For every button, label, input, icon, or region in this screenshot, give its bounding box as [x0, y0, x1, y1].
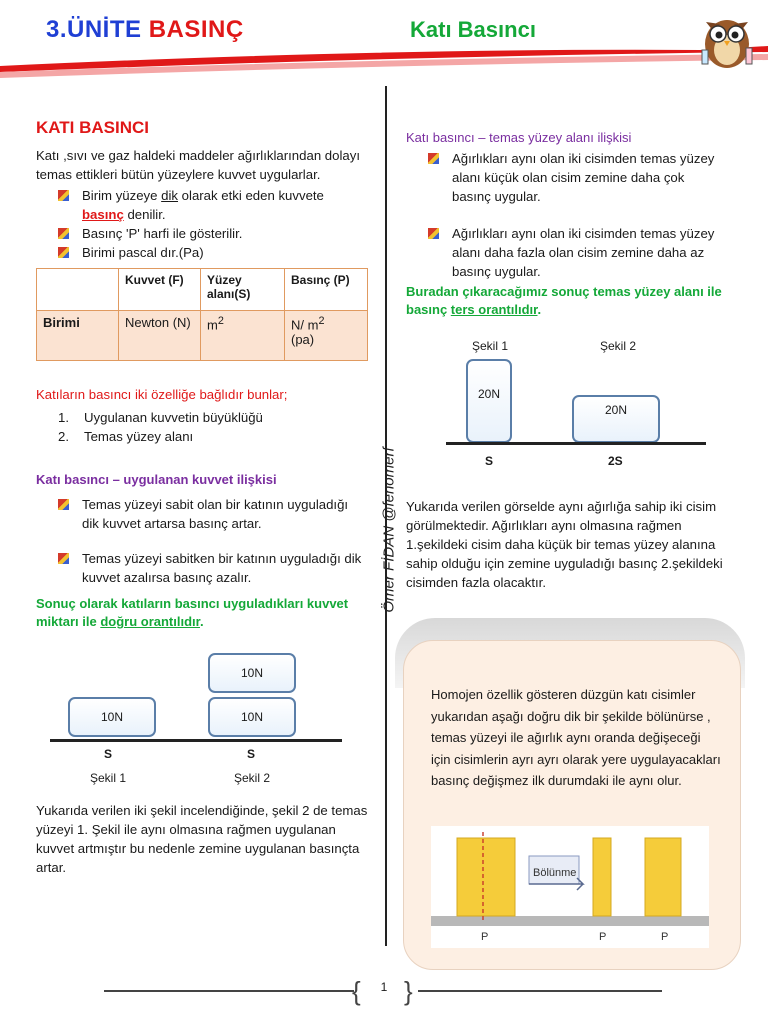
area-label: S	[104, 747, 113, 761]
force-conclusion	[36, 595, 368, 631]
right-column	[406, 130, 726, 592]
block-label: 20N	[477, 387, 500, 401]
block-label: 10N	[240, 666, 263, 680]
table-cell-yuzey	[201, 311, 285, 361]
list-item-text: Uygulanan kuvvetin büyüklüğü	[84, 410, 263, 425]
area-label: S	[485, 454, 494, 468]
block-20n-narrow	[466, 359, 512, 443]
conclusion-emphasis: doğru orantılıdır	[100, 614, 200, 629]
units-table	[36, 268, 368, 361]
area-label: S	[247, 747, 256, 761]
figure-caption: Şekil 2	[234, 771, 271, 785]
def-text-b: olarak etki eden kuvvete	[178, 188, 324, 203]
unit-label: 3.ÜNİTE	[46, 16, 142, 43]
section-title: KATI BASINCI	[36, 118, 150, 137]
figure-caption: Şekil 1	[472, 339, 509, 353]
area-figure	[406, 339, 726, 489]
narrow-piece	[593, 838, 611, 916]
left-column	[36, 118, 368, 877]
table-cell-kuvvet: Newton (N)	[119, 311, 201, 361]
ground-line	[50, 739, 342, 742]
def-basinc: basınç	[82, 207, 124, 222]
list-item: Temas yüzeyi sabitken bir katının uyguladığı dik kuvvet azalırsa basınç azalır.	[58, 549, 368, 587]
area-relation-list	[428, 149, 726, 281]
table-row	[37, 311, 368, 361]
basinc-unit: N/ m	[291, 317, 319, 333]
page-header	[0, 0, 768, 78]
force-relation-title: Katı basıncı – uygulanan kuvvet ilişkisi	[36, 472, 277, 487]
block-10n	[68, 697, 156, 737]
list-item-text: Temas yüzey alanı	[84, 429, 194, 444]
wide-piece	[645, 838, 681, 916]
split-diagram	[431, 826, 709, 948]
definition-list	[58, 186, 368, 262]
floor	[431, 916, 709, 926]
footer-brace-left: {	[352, 976, 361, 1006]
table-cell-basinc	[285, 311, 368, 361]
depends-list	[58, 408, 368, 446]
list-item: Ağırlıkları aynı olan iki cisimden temas yüzey alanı küçük olan cisim zemine daha çok basınç uygular.	[428, 149, 726, 206]
owl-mascot-icon	[696, 4, 758, 70]
table-header-cell: Yüzey alanı(S)	[201, 269, 285, 311]
list-item: 2. Temas yüzey alanı	[58, 429, 194, 444]
author-text: Ömer FİDAN @fenomerf	[380, 447, 398, 613]
figure-caption: Şekil 2	[600, 339, 637, 353]
topic-label: BASINÇ	[148, 16, 244, 43]
table-header-cell	[37, 269, 119, 311]
block-label: 10N	[240, 710, 263, 724]
split-label: Bölünme	[533, 867, 577, 879]
area-label: 2S	[608, 454, 623, 468]
area-conclusion	[406, 283, 726, 319]
basinc-unit-alt: (pa)	[291, 332, 315, 348]
force-figure	[36, 653, 368, 823]
block-10n-top	[208, 653, 296, 693]
whole-block	[457, 838, 515, 916]
list-item: 1. Uygulanan kuvvetin büyüklüğü	[58, 410, 263, 425]
block-label: 20N	[604, 403, 627, 417]
basinc-sup: 2	[318, 315, 325, 327]
intro-text: Katı ,sıvı ve gaz haldeki maddeler ağırlıklarından dolayı temas ettikleri bütün yüzeylere kuvvet uygularlar.	[36, 148, 361, 182]
split-illustration	[431, 826, 709, 948]
footer-line-right	[418, 990, 662, 992]
info-callout	[395, 618, 745, 973]
footer-brace-right: }	[404, 976, 413, 1006]
depends-title: Katıların basıncı iki özelliğe bağlıdır bunlar;	[36, 387, 288, 402]
block-label: 10N	[100, 710, 123, 724]
figure-caption: Şekil 1	[90, 771, 127, 785]
pressure-label: P	[599, 931, 607, 943]
yuzey-unit: m	[207, 317, 218, 333]
conclusion-end: .	[199, 614, 204, 629]
definition-item: Birimi pascal dır.(Pa)	[58, 243, 368, 262]
table-header-row	[37, 269, 368, 311]
block-10n-bottom	[208, 697, 296, 737]
force-explanation: Yukarıda verilen iki şekil incelendiğinde, şekil 2 de temas yüzeyi 1. Şekil ile aynı olmasına rağmen uygulanan kuvvet artmıştır bu nedenle zemine uygulanan basınçta artar.	[36, 803, 368, 875]
block-20n-wide	[572, 395, 660, 443]
def-text-c: denilir.	[123, 207, 166, 222]
table-header-cell: Kuvvet (F)	[119, 269, 201, 311]
page-topic: Katı Basıncı	[410, 17, 536, 42]
footer-line-left	[104, 990, 354, 992]
page-number: 1	[380, 980, 388, 994]
conclusion-end: .	[537, 302, 542, 317]
unit-title	[46, 16, 244, 44]
def-text-a: Birim yüzeye	[82, 188, 162, 203]
area-explanation: Yukarıda verilen görselde aynı ağırlığa sahip iki cisim görülmektedir. Ağırlıkları aynı olmasına rağmen 1.şekildeki cisim daha küçük bir temas yüzey alanına sahip olduğu için zemine uyguladığı basınç 2.şekildeki cisimden fazla olacaktır.	[406, 499, 723, 590]
conclusion-text: Sonuç olarak katıların basıncı uyguladıkları kuvvet miktarı ile	[36, 596, 349, 629]
definition-item	[58, 186, 368, 224]
list-item: Ağırlıkları aynı olan iki cisimden temas yüzey alanı daha fazla olan cisim zemine daha az basınç uygular.	[428, 224, 726, 281]
definition-item: Basınç 'P' harfi ile gösterilir.	[58, 224, 368, 243]
pressure-label: P	[661, 931, 669, 943]
table-row-label: Birimi	[37, 311, 119, 361]
ground-line	[446, 442, 706, 445]
callout-text: Homojen özellik gösteren düzgün katı cisimler yukarıdan aşağı doğru dik bir şekilde bölünürse , temas yüzeyi ile ağırlık aynı oranda değişeceği için cisimlerin ayrı ayrı olarak yere uygulayacakları basınç değişmez ilk durumdaki ile aynı olur.	[431, 687, 721, 788]
conclusion-emphasis: ters orantılıdır	[450, 302, 538, 317]
conclusion-text: Buradan çıkaracağımız sonuç temas yüzey alanı ile basınç	[406, 284, 722, 317]
table-header-cell: Basınç (P)	[285, 269, 368, 311]
force-relation-list	[58, 495, 368, 587]
pressure-label: P	[481, 931, 489, 943]
area-relation-title: Katı basıncı – temas yüzey alanı ilişkisi	[406, 130, 632, 145]
list-item: Temas yüzeyi sabit olan bir katının uyguladığı dik kuvvet artarsa basınç artar.	[58, 495, 368, 533]
yuzey-sup: 2	[217, 315, 224, 327]
def-dik: dik	[161, 188, 179, 203]
author-credit	[372, 435, 406, 625]
